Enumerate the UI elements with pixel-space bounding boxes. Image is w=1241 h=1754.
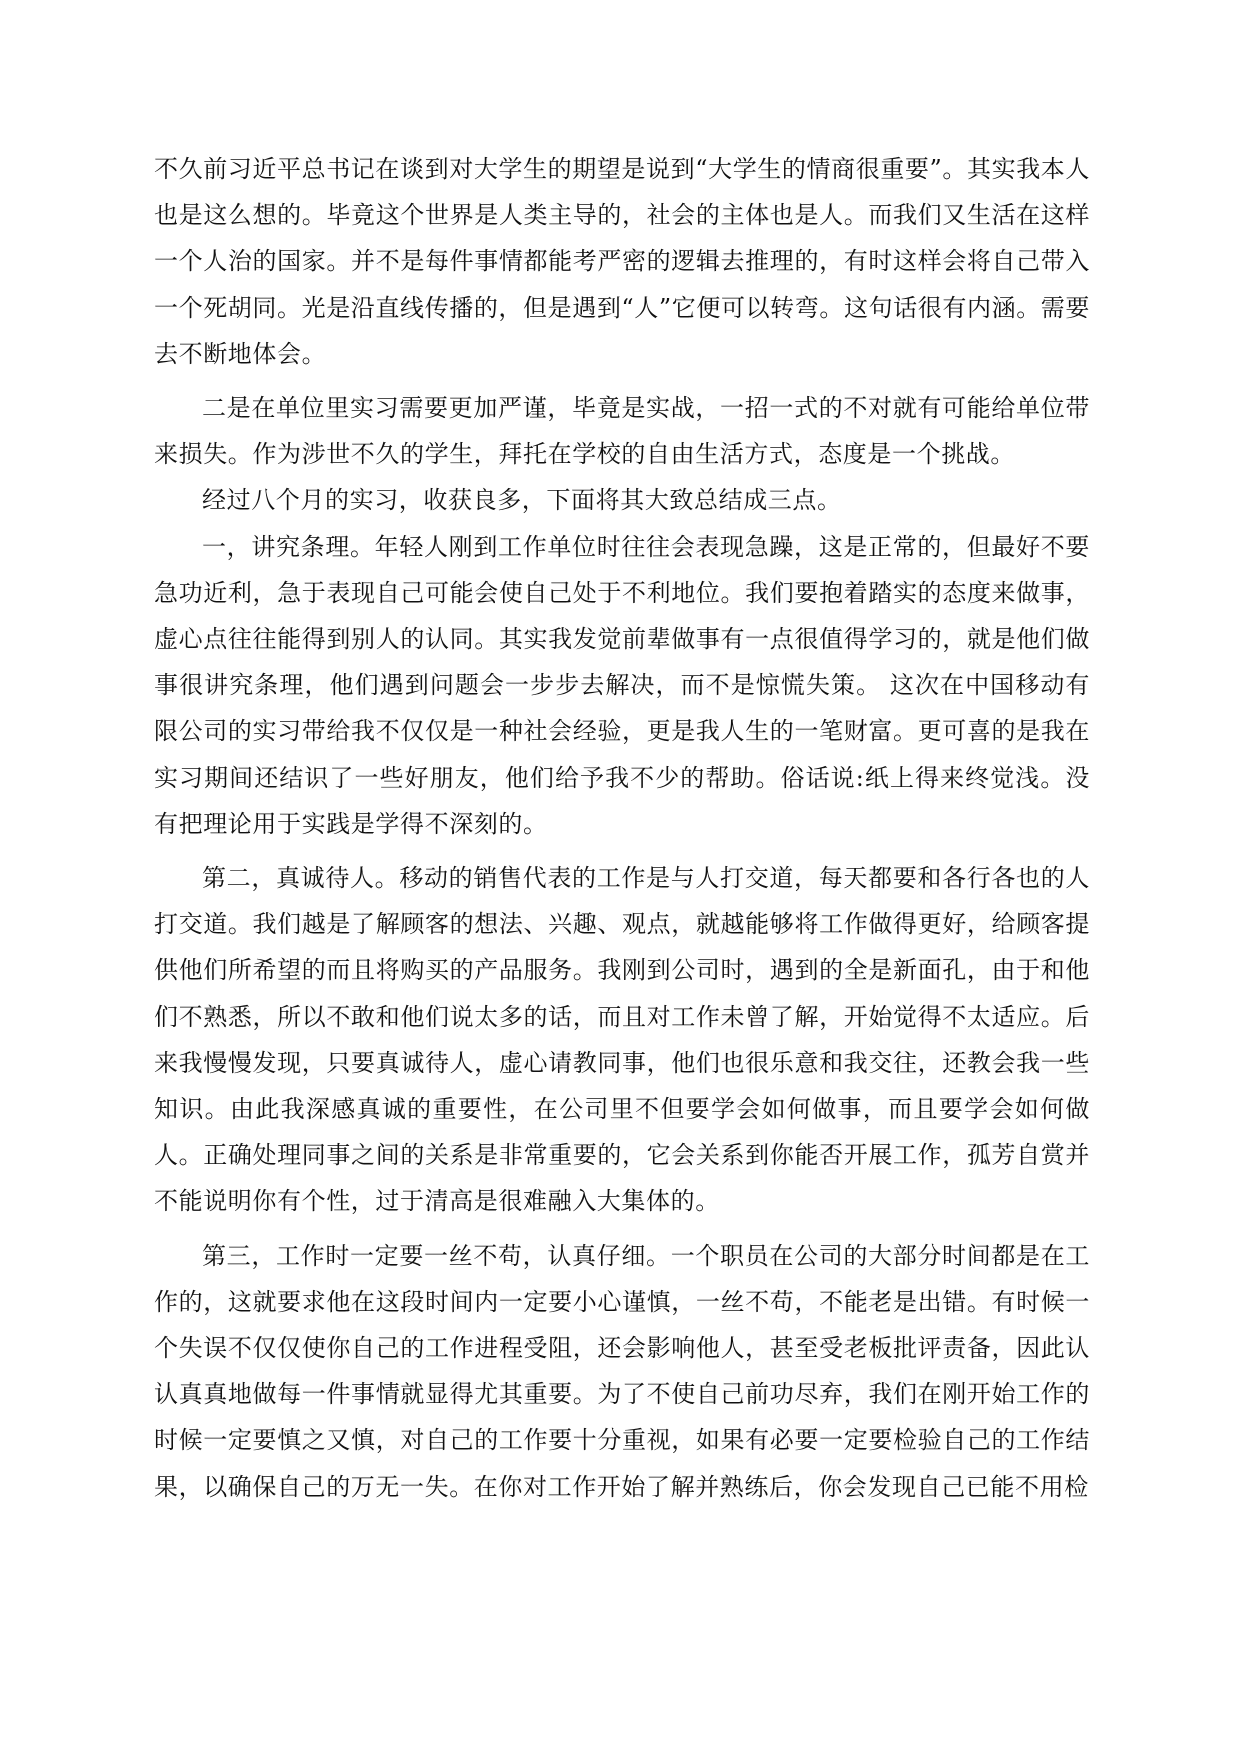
paragraph-intro-eq: 不久前习近平总书记在谈到对大学生的期望是说到“大学生的情商很重要”。其实我本人也是这么想的。毕竟这个世界是人类主导的，社会的主体也是人。而我们又生活在这样一个人治的国家。并不是每件事情都能考严密的逻辑去推理的，有时这样会将自己带入一个死胡同。光是沿直线传播的，但是遇到“人”它便可以转弯。这句话很有内涵。需要去不断地体会。 xyxy=(154,155,1090,368)
document-body xyxy=(154,146,1090,1510)
paragraph-point-one: 一，讲究条理。年轻人刚到工作单位时往往会表现急躁，这是正常的，但最好不要急功近利，急于表现自己可能会使自己处于不利地位。我们要抱着踏实的态度来做事，虚心点往往能得到别人的认同。其实我发觉前辈做事有一点很值得学习的，就是他们做事很讲究条理，他们遇到问题会一步步去解决，而不是惊慌失策。 这次在中国移动有限公司的实习带给我不仅仅是一种社会经验，更是我人生的一笔财富。更可喜的是我在实习期间还结识了一些好朋友，他们给予我不少的帮助。俗话说:纸上得来终觉浅。没有把理论用于实践是学得不深刻的。 xyxy=(154,532,1090,838)
paragraph-point-three: 第三，工作时一定要一丝不苟，认真仔细。一个职员在公司的大部分时间都是在工作的，这就要求他在这段时间内一定要小心谨慎，一丝不苟，不能老是出错。有时候一个失误不仅仅使你自己的工作进程受阻，还会影响他人，甚至受老板批评责备，因此认认真真地做每一件事情就显得尤其重要。为了不使自己前功尽弃，我们在刚开始工作的时候一定要慎之又慎，对自己的工作要十分重视，如果有必要一定要检验自己的工作结果，以确保自己的万无一失。在你对工作开始了解并熟练后，你会发现自己已能不用检 xyxy=(154,1241,1090,1501)
paragraph-rigor: 二是在单位里实习需要更加严谨，毕竟是实战，一招一式的不对就有可能给单位带来损失。作为涉世不久的学生，拜托在学校的自由生活方式，态度是一个挑战。 xyxy=(154,394,1090,469)
paragraph-summary-intro: 经过八个月的实习，收获良多，下面将其大致总结成三点。 xyxy=(202,486,842,515)
paragraph-point-two: 第二，真诚待人。移动的销售代表的工作是与人打交道，每天都要和各行各也的人打交道。我们越是了解顾客的想法、兴趣、观点，就越能够将工作做得更好，给顾客提供他们所希望的而且将购买的产品服务。我刚到公司时，遇到的全是新面孔，由于和他们不熟悉，所以不敢和他们说太多的话，而且对工作未曾了解，开始觉得不太适应。后来我慢慢发现，只要真诚待人，虚心请教同事，他们也很乐意和我交往，还教会我一些知识。由此我深感真诚的重要性，在公司里不但要学会如何做事，而且要学会如何做人。正确处理同事之间的关系是非常重要的，它会关系到你能否开展工作，孤芳自赏并不能说明你有个性，过于清高是很难融入大集体的。 xyxy=(154,864,1090,1216)
